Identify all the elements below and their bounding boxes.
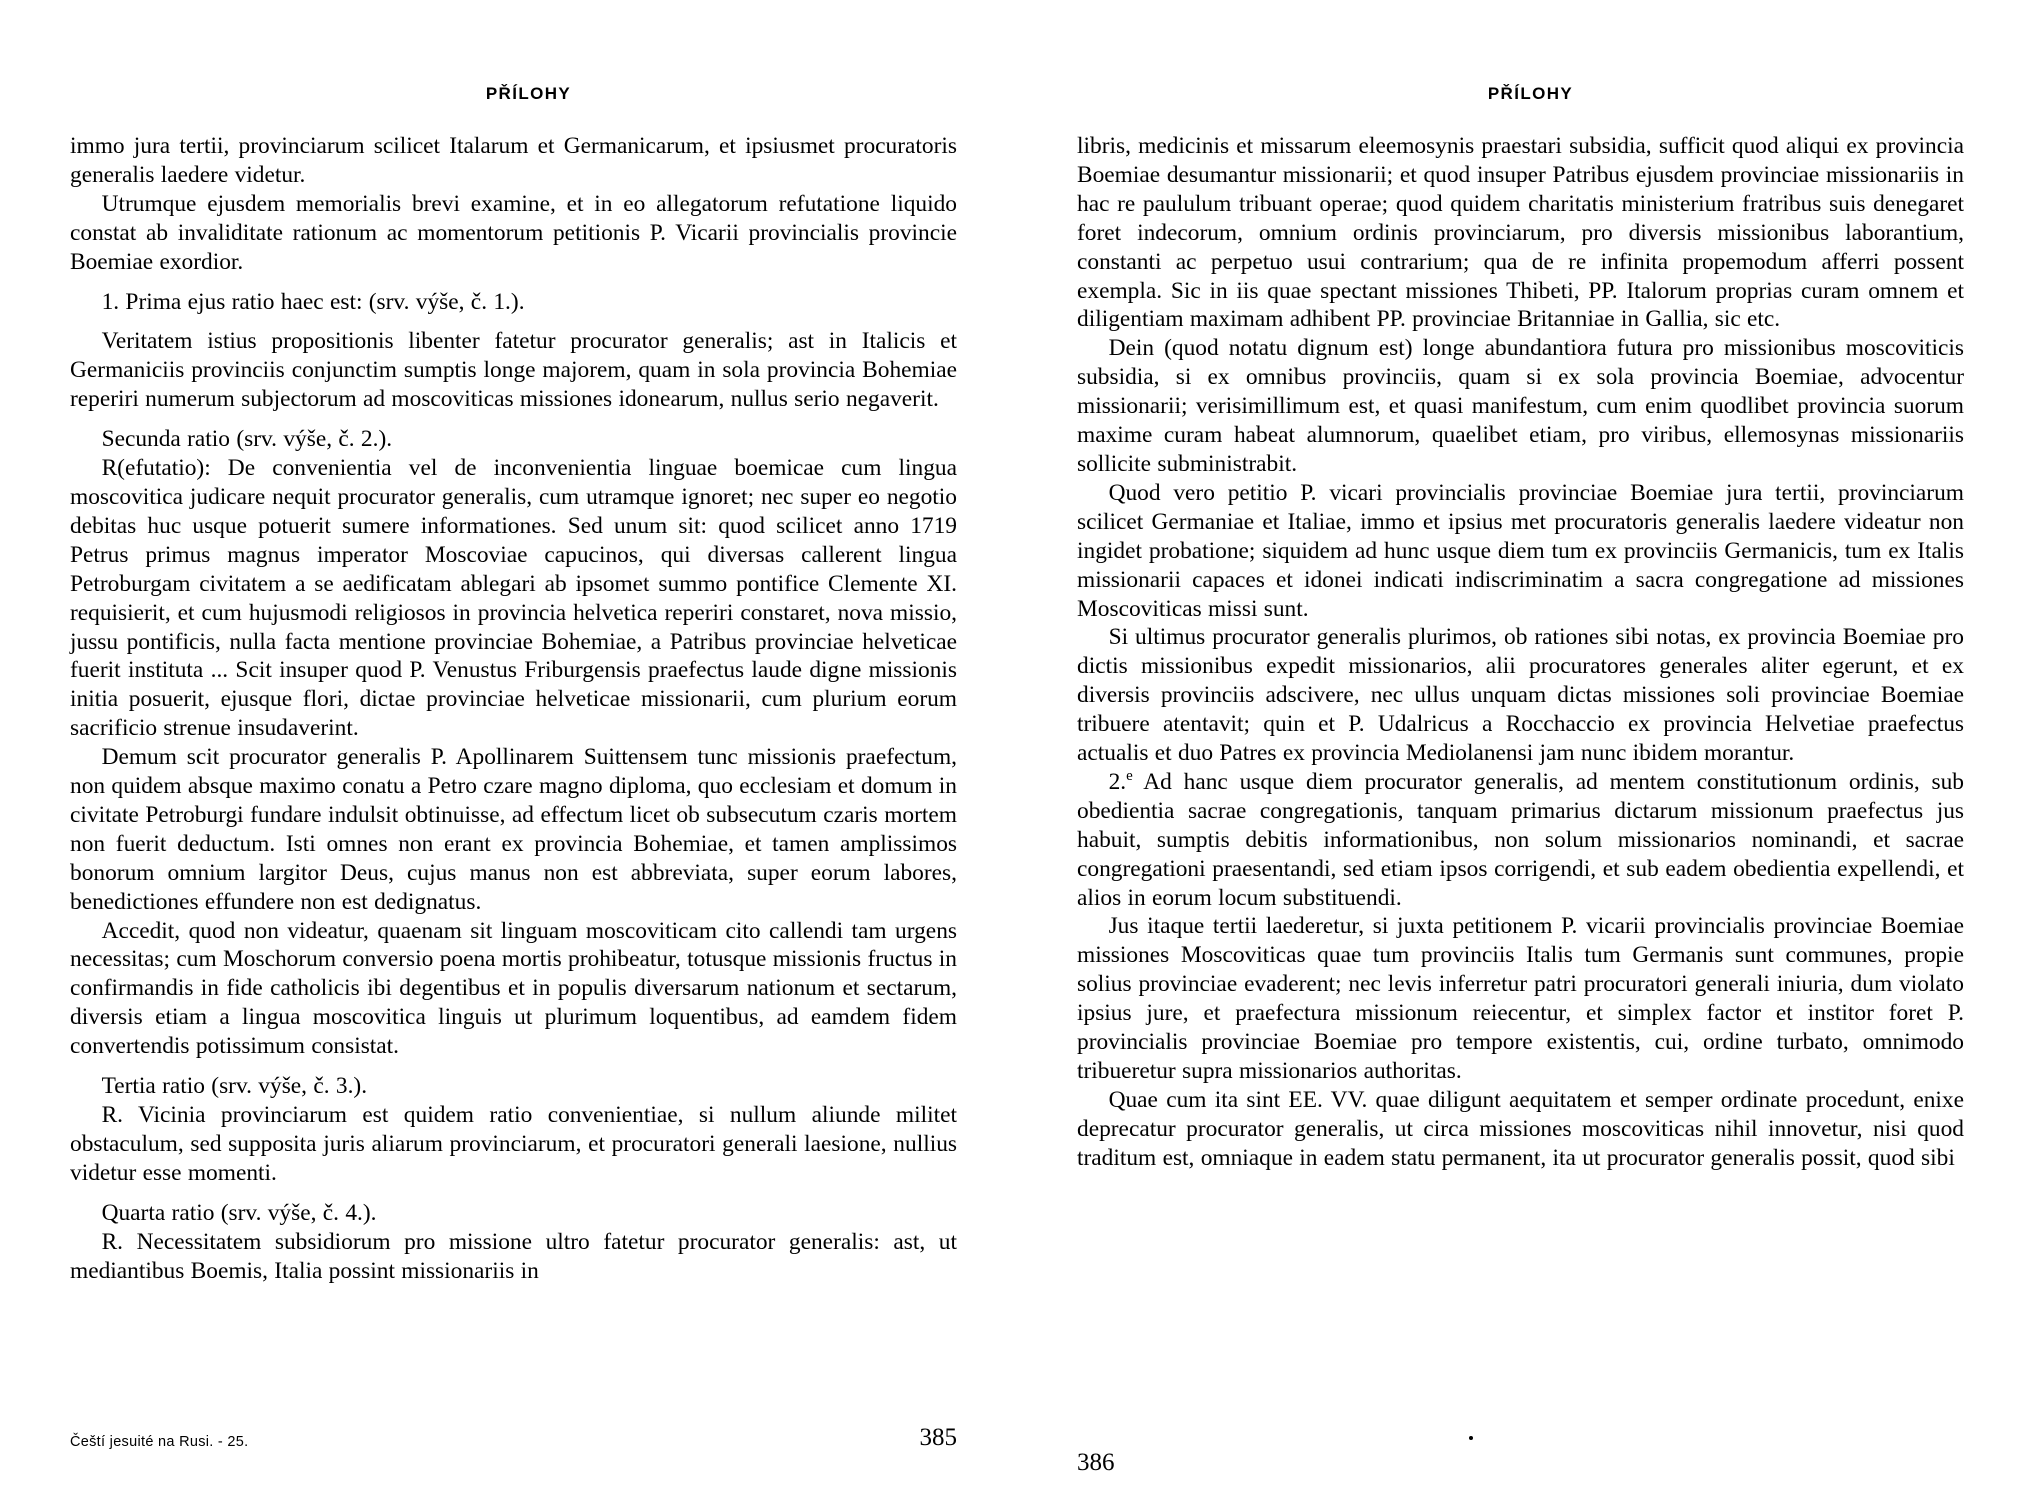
paragraph: Utrumque ejusdem memorialis brevi examine, et in eo allegatorum refutatione liquido constat ab invaliditate rationum ac momentorum petitionis P. Vicarii provincialis provincie Boemiae exordior.: [70, 190, 957, 275]
paragraph: Accedit, quod non videatur, quaenam sit linguam moscoviticam cito callendi tam urgens necessitas; cum Moschorum conversio poena mortis prohibeatur, totusque missionis fructus in confirmandis in fide catholicis ibi degentibus et in populis diversarum nationum et sectarum, diversis etiam a lingua moscovitica linguis ut plurimum loquentibus, ad eamdem fidem convertendis potissimum consistat.: [70, 917, 957, 1060]
paragraph: Veritatem istius propositionis libenter fatetur procurator generalis; ast in Italicis et Germaniciis provinciis conjunctim sumptis longe majorem, quam in sola provincia Bohemiae reperiri numerum subjectorum ad moscoviticas missiones idonearum, nullus serio negaverit.: [70, 328, 957, 413]
folio-number-right: 386: [1077, 1449, 1115, 1476]
folio-number-left: 385: [919, 1424, 957, 1451]
paragraph: immo jura tertii, provinciarum scilicet Italarum et Germanicarum, et ipsiusmet procuratoris generalis laedere videtur.: [70, 133, 957, 188]
right-column-text: [1077, 132, 1964, 1173]
paragraph: Tertia ratio (srv. výše, č. 3.).: [101, 1073, 368, 1100]
paragraph: R. Vicinia provinciarum est quidem ratio convenientiae, si nullum aliunde militet obstaculum, sed supposita juris aliarum provinciarum, et procuratori generali laesione, nullius videtur esse momenti.: [70, 1102, 957, 1186]
paragraph: libris, medicinis et missarum eleemosynis praestari subsidia, sufficit quod aliqui ex provincia Boemiae desumantur missionarii; et quod insuper Patribus ejusdem provinciae missionariis in hac re paululum tribuant operae; quod quidem charitatis ministerium fratribus suis denegaret foret indecorum, omnium ordinis provinciarum, pro diversis missionibus laborantium, constanti ac perpetuo usui contrarium; qua de re infinita propemodum afferri possent exempla. Sic in iis quae spectant missiones Thibeti, PP. Italorum proprias curam omnem et diligentiam maximam adhibent PP. provinciae Britanniae in Gallia, sic etc.: [1077, 133, 1964, 333]
ink-speck: [1469, 1436, 1473, 1440]
paragraph: Quod vero petitio P. vicari provincialis provinciae Boemiae jura tertii, provinciarum scilicet Germaniae et Italiae, immo et ipsius met procuratoris generalis laedere videatur non ingidet probatione; siquidem ad hunc usque diem tum ex provinciis Germanicis, tum ex Italis missionarii capaces et idonei indicati indiscriminatim a sacra congregatione ad missiones Moscoviticas missi sunt.: [1077, 479, 1964, 622]
running-head-left: PŘÍLOHY: [485, 84, 572, 103]
paragraph: 2.$^e$ Ad hanc usque diem procurator generalis, ad mentem constitutionum ordinis, sub obedientia sacrae congregationis, tanquam primarius dictarum missionum praefectus jus habuit, sumptis debitis informationibus, non solum missionarios nominandi, et sacrae congregationi praesentandi, sed etiam ipsos corrigendi, et sub eadem obedientia expellendi, et alios in eorum locum substituendi.: [1077, 768, 1964, 911]
page-left-footer: [0, 1400, 1017, 1500]
signature-line: Čeští jesuité na Rusi. - 25.: [70, 1434, 249, 1450]
paragraph: R(efutatio): De convenientia vel de inconvenientia linguae boemicae cum lingua moscovitica judicare nequit procurator generalis, cum utramque ignoret; nec super eo negotio debitas huc usque potuerit sumere informationes. Sed unum sit: quod scilicet anno 1719 Petrus primus magnus imperator Moscoviae capucinos, qui diversas callerent lingua Petroburgam civitatem a se aedificatam ablegari ab ipsomet summo pontifice Clemente XI. requisierit, et cum hujusmodi religiosos in provincia helvetica reperiri constaret, nova missio, jussu pontificis, nulla facta mentione provinciae Bohemiae, a Patribus provinciae helveticae fuerit instituta ... Scit insuper quod P. Venustus Friburgensis praefectus laude digne missionis initia posuerit, ejusque flori, dictae provinciae helveticae missionarii, cum plurium eorum sacrificio strenue insudaverint.: [70, 455, 957, 742]
paragraph: Si ultimus procurator generalis plurimos, ob rationes sibi notas, ex provincia Boemiae pro dictis missionibus expedit missionarios, alii procuratores generales aliter egerunt, et ex diversis provinciis adscivere, nec ullus unquam dictas missiones soli provinciae Boemiae tribuere atentavit; quin et P. Udalricus a Rocchaccio ex provincia Helvetiae praefectus actualis et duo Patres ex provincia Mediolanensi jam nunc ibidem morantur.: [1077, 624, 1964, 767]
paragraph: Quarta ratio (srv. výše, č. 4.).: [101, 1199, 377, 1226]
paragraph: R. Necessitatem subsidiorum pro missione ultro fatetur procurator generalis: ast, ut mediantibus Boemis, Italia possint missionariis in: [70, 1228, 957, 1284]
paragraph: Quae cum ita sint EE. VV. quae diligunt aequitatem et semper ordinate procedunt, enixe deprecatur procurator generalis, ut circa missiones moscoviticas nihil innovetur, nisi quod traditum est, omniaque in eadem statu permanent, ita ut procurator generalis possit, quod sibi: [1077, 1086, 1964, 1171]
running-head-right: PŘÍLOHY: [1487, 84, 1574, 103]
paragraph: 1. Prima ejus ratio haec est: (srv. výše, č. 1.).: [101, 288, 525, 315]
page-right: [1017, 0, 2034, 1500]
paragraph: Secunda ratio (srv. výše, č. 2.).: [101, 426, 393, 453]
paragraph: Jus itaque tertii laederetur, si juxta petitionem P. vicarii provincialis provinciae Boemiae missiones Moscoviticas quae tum provinciis Italis tum Germanis sunt communes, propie solius provinciae evaderent; nec levis inferretur patri procuratori generali iniuria, dum violato ipsius jure, et praefectura missionum reiecentur, et simplex factor et institor foret P. provincialis provinciae Boemiae pro tempore existentis, cui, ordine turbato, omnimodo tribueretur supra missionarios authoritas.: [1077, 913, 1964, 1084]
page-right-footer: [1017, 1400, 2034, 1500]
paragraph: Demum scit procurator generalis P. Apollinarem Suittensem tunc missionis praefectum, non quidem absque maximo conatu a Petro czare magno diploma, quo ecclesiam et domum in civitate Petroburgi fundare indulsit obtinuisse, ad effectum licet ob subsecutum czaris mortem non fuerit deductum. Isti omnes non erant ex provincia Bohemiae, et tamen amplissimos bonorum omnium largitor Deus, cujus manus non est abbreviata, super eorum labores, benedictiones effundere non est dedignatus.: [70, 744, 957, 915]
paragraph: Dein (quod notatu dignum est) longe abundantiora futura pro missionibus moscoviticis subsidia, si ex omnibus provinciis, quam si ex sola provincia Boemiae, advocentur missionarii; verisimillimum est, et quasi manifestum, cum enim quodlibet provincia suorum maxime curam habeat alumnorum, quaelibet etiam, pro viribus, ellemosynas missionariis sollicite subministrabit.: [1077, 335, 1964, 477]
left-column-text: [70, 132, 957, 1285]
